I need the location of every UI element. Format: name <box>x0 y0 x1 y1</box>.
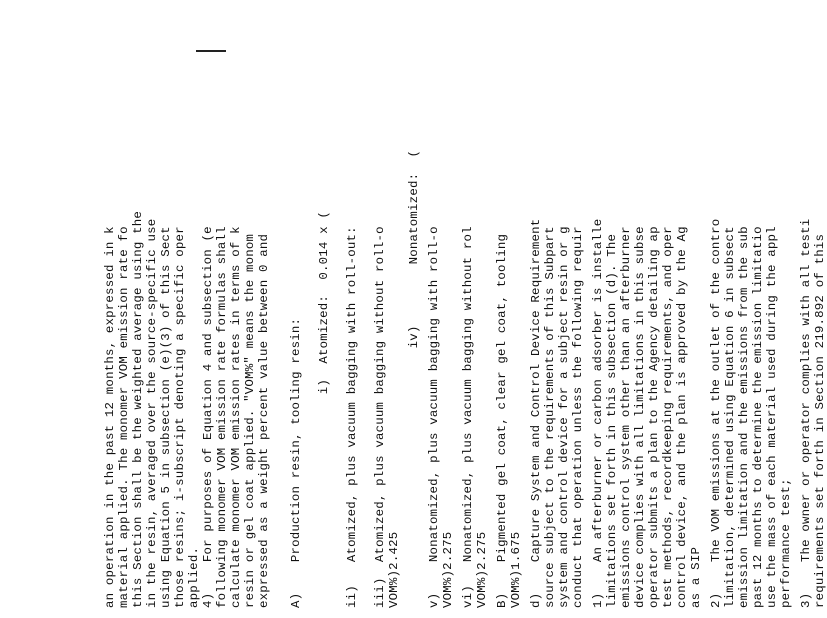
text-line: control device, and the plan is approved by the Ag <box>675 226 689 608</box>
text-line: those resins; i-subscript denoting a specific oper <box>173 226 187 608</box>
text-line: VOM%)2.275 <box>441 531 455 608</box>
text-line: emission limitation and the emissions from the sub <box>737 226 751 608</box>
text-line: iii) Atomized, plus vacuum bagging without roll-o <box>373 226 387 608</box>
text-line: material applied. The monomer VOM emission rate fo <box>117 226 131 608</box>
text-line: requirements set forth in Section 219.892 of this <box>813 233 827 608</box>
text-line: VOM%)2.425 <box>387 531 401 608</box>
text-line: ii) Atomized, plus vacuum bagging with roll-out: <box>345 226 359 608</box>
text-line: resin or gel coat applied. "VOM%" means the monom <box>243 233 257 608</box>
text-line: an operation in the past 12 months, expressed in k <box>103 226 117 608</box>
text-line: i) Atomized: 0.014 x ( <box>317 210 331 608</box>
rotated-text-block <box>84 0 827 616</box>
text-line: applied. <box>187 546 201 608</box>
text-line: operator submits a plan to the Agency detailing ap <box>647 226 661 608</box>
text-line: 2) The VOM emissions at the outlet of the contro <box>709 218 723 608</box>
text-line: use the mass of each material used during the appl <box>765 226 779 608</box>
text-line: in the resin, averaged over the source-specific use <box>145 218 159 608</box>
text-line: VOM%)1.675 <box>509 531 523 608</box>
text-line: limitation, determined using Equation 6 in subsect <box>723 226 737 608</box>
text-line: device complies with all limitations in this subse <box>633 226 647 608</box>
text-line: using Equation 5 in subsection (e)(3) of this Sect <box>159 226 173 608</box>
text-line: performance test; <box>779 478 793 608</box>
text-line: v) Nonatomized, plus vacuum bagging with roll-o <box>427 226 441 608</box>
text-line: A) Production resin, tooling resin: <box>289 317 303 608</box>
text-line: B) Pigmented gel coat, clear gel coat, tooling <box>495 233 509 608</box>
text-line: calculate monomer VOM emission rates in terms of k <box>229 226 243 608</box>
text-line: conduct that operation unless the following requir <box>571 226 585 608</box>
text-line: as a SIP <box>689 546 703 608</box>
text-line: this Section shall be the weighted average using the <box>131 210 145 608</box>
text-line: 4) For purposes of Equation 4 and subsection (e <box>201 226 215 608</box>
text-line: d) Capture System and Control Device Requirement <box>529 218 543 608</box>
text-line: VOM%)2.275 <box>475 531 489 608</box>
text-line: expressed as a weight percent value between 0 and <box>257 233 271 608</box>
text-line: test methods, recordkeeping requirements, and oper <box>661 226 675 608</box>
text-line: 3) The owner or operator complies with all testi <box>799 218 813 608</box>
text-line: 1) An afterburner or carbon adsorber is installe <box>591 218 605 608</box>
text-line: following monomer VOM emission rate formulas shall <box>215 226 229 608</box>
text-line: system and control device for a subject resin or g <box>557 226 571 608</box>
text-line: past 12 months to determine the emission limitatio <box>751 226 765 608</box>
text-line: iv) Nonatomized: ( <box>407 149 421 608</box>
text-line: limitations set forth in this subsection (d). The <box>605 233 619 608</box>
text-line: emissions control system other than an afterburner <box>619 226 633 608</box>
text-line: source subject to the requirements of this Subpart <box>543 226 557 608</box>
text-line: vi) Nonatomized, plus vacuum bagging without rol <box>461 226 475 608</box>
